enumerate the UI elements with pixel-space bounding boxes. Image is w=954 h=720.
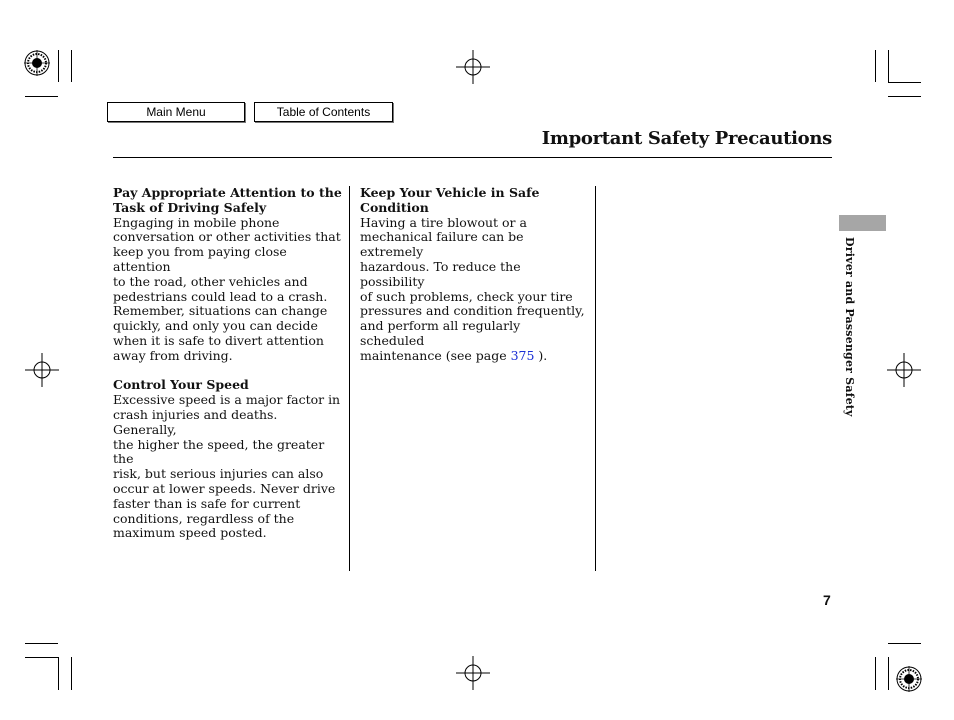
body-line: maximum speed posted.: [113, 525, 267, 541]
section-heading: Condition: [360, 199, 429, 215]
crop-mark: [888, 50, 889, 82]
registration-crosshair-icon: [456, 656, 490, 690]
crop-mark: [888, 657, 889, 690]
table-of-contents-button[interactable]: Table of Contents: [254, 102, 393, 122]
body-line: to the road, other vehicles and: [113, 273, 308, 289]
crop-mark: [888, 82, 921, 83]
body-line: conditions, regardless of the: [113, 510, 295, 526]
title-rule: [113, 157, 832, 158]
section-heading: Keep Your Vehicle in Safe: [360, 185, 540, 200]
body-line: and perform all regularly scheduled: [360, 318, 521, 348]
body-line: risk, but serious injuries can also: [113, 466, 324, 482]
crop-mark: [25, 657, 58, 658]
body-line: occur at lower speeds. Never drive: [113, 480, 336, 496]
body-text: maintenance (see page: [360, 347, 511, 363]
page-title: Important Safety Precautions: [541, 128, 832, 149]
body-line: the higher the speed, the greater the: [113, 436, 325, 467]
section-heading: Control Your Speed: [113, 377, 249, 393]
registration-target-icon: [896, 666, 922, 692]
column-divider: [349, 186, 350, 571]
body-line: [360, 349, 588, 364]
crop-mark: [71, 657, 72, 690]
body-line: conversation or other activities that: [113, 229, 341, 245]
crop-mark: [71, 50, 72, 82]
section-heading: Pay Appropriate Attention to the: [113, 185, 342, 200]
body-line: mechanical failure can be extremely: [360, 229, 524, 260]
body-line: crash injuries and deaths. Generally,: [113, 406, 278, 437]
section-tab-marker: [839, 215, 886, 231]
crop-mark: [58, 50, 59, 82]
body-line: pressures and condition frequently,: [360, 303, 585, 319]
body-line: when it is safe to divert attention: [113, 332, 324, 348]
body-line: away from driving.: [113, 347, 233, 363]
crop-mark: [25, 643, 58, 644]
crop-mark: [875, 657, 876, 690]
registration-crosshair-icon: [456, 50, 490, 84]
body-line: Excessive speed is a major factor in: [113, 392, 341, 408]
body-line: Having a tire blowout or a: [360, 214, 527, 230]
text-column-left: [113, 186, 343, 541]
registration-target-icon: [24, 50, 50, 76]
crop-mark: [875, 50, 876, 82]
body-line: Remember, situations can change: [113, 303, 328, 319]
body-line: quickly, and only you can decide: [113, 318, 318, 334]
crop-mark: [58, 657, 59, 690]
section-heading: Task of Driving Safely: [113, 199, 267, 215]
registration-crosshair-icon: [887, 353, 921, 387]
crop-mark: [25, 96, 58, 97]
main-menu-button[interactable]: Main Menu: [107, 102, 245, 122]
body-line: of such problems, check your tire: [360, 288, 573, 304]
crop-mark: [888, 96, 921, 97]
registration-crosshair-icon: [25, 353, 59, 387]
text-column-middle: [360, 186, 588, 364]
body-text: ).: [534, 347, 548, 363]
body-line: hazardous. To reduce the possibility: [360, 258, 521, 289]
body-line: keep you from paying close attention: [113, 244, 287, 274]
crop-mark: [888, 643, 921, 644]
body-line: pedestrians could lead to a crash.: [113, 288, 328, 304]
body-line: Engaging in mobile phone: [113, 214, 280, 230]
page-reference-link[interactable]: 375: [510, 347, 535, 363]
body-line: faster than is safe for current: [113, 495, 301, 511]
page-number: 7: [823, 592, 831, 608]
column-divider: [595, 186, 596, 571]
section-tab-label: Driver and Passenger Safety: [843, 237, 856, 417]
